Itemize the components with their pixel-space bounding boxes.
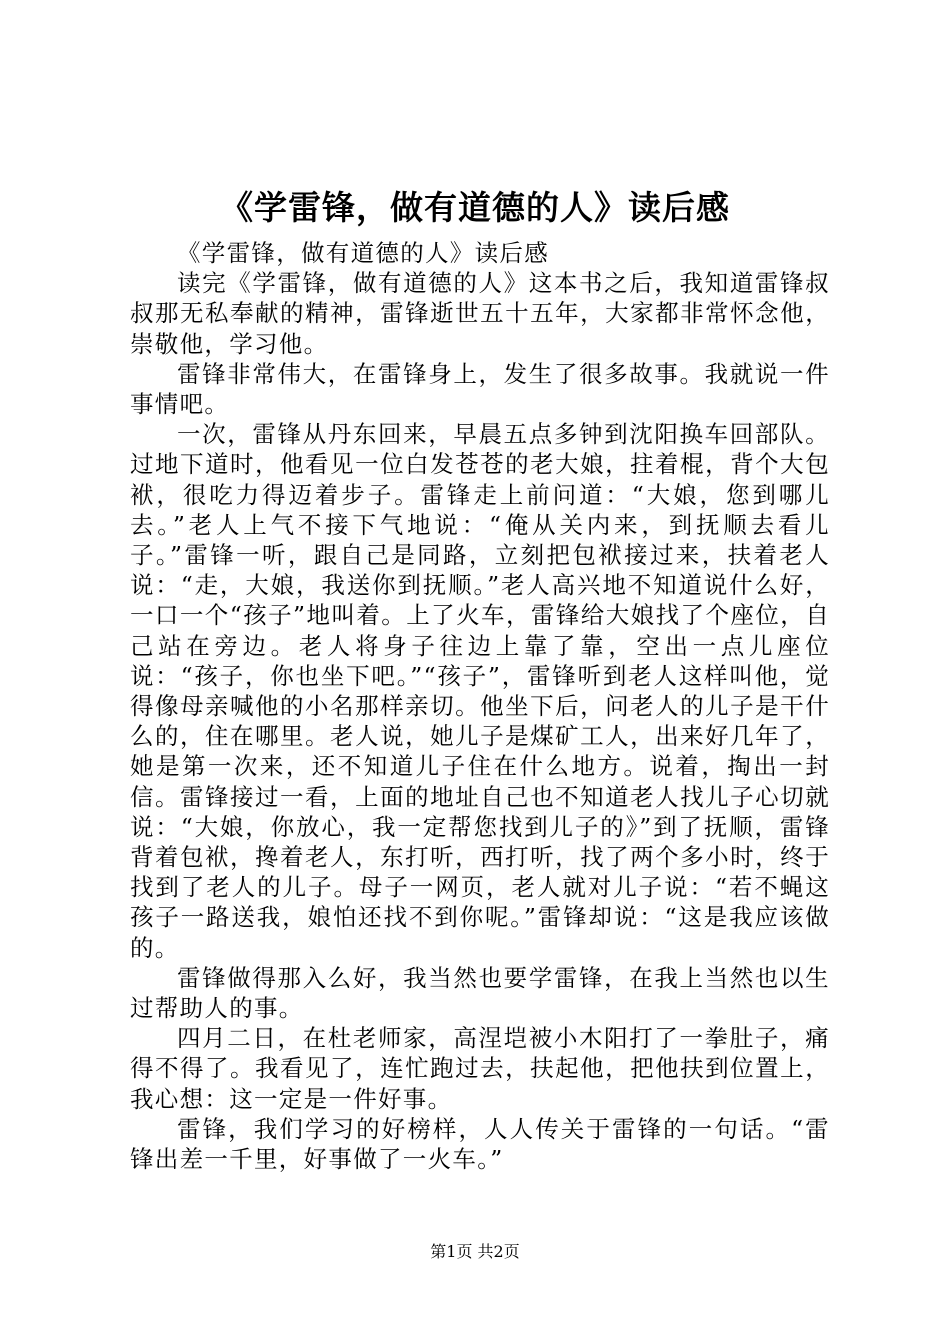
paragraph: 雷锋做得那入么好，我当然也要学雷锋，在我上当然也以生过帮助人的事。 bbox=[130, 963, 830, 1023]
paragraph: 雷锋非常伟大，在雷锋身上，发生了很多故事。我就说一件事情吧。 bbox=[130, 359, 830, 419]
paragraph: 一次，雷锋从丹东回来，早晨五点多钟到沈阳换车回部队。过地下道时，他看见一位白发苍苍的老大娘，拄着棍，背个大包袱，很吃力得迈着步子。雷锋走上前问道：“大娘，您到哪儿去。”老人上气不接下气地说：“俺从关内来，到抚顺去看儿子。”雷锋一听，跟自己是同路，立刻把包袱接过来，扶着老人说：“走，大娘，我送你到抚顺。”老人高兴地不知道说什么好，一口一个“孩子”地叫着。上了火车，雷锋给大娘找了个座位，自己站在旁边。老人将身子往边上靠了靠，空出一点儿座位说：“孩子，你也坐下吧。”“孩子”，雷锋听到老人这样叫他，觉得像母亲喊他的小名那样亲切。他坐下后，问老人的儿子是干什么的，住在哪里。老人说，她儿子是煤矿工人，出来好几年了，她是第一次来，还不知道儿子住在什么地方。说着，掏出一封信。雷锋接过一看，上面的地址自己也不知道老人找儿子心切就说：“大娘，你放心，我一定帮您找到儿子的》”到了抚顺，雷锋背着包袱，搀着老人，东打听，西打听，找了两个多小时，终于找到了老人的儿子。母子一网页，老人就对儿子说：“若不蝇这孩子一路送我，娘怕还找不到你呢。”雷锋却说：“这是我应该做的。 bbox=[130, 420, 830, 962]
paragraph: 读完《学雷锋，做有道德的人》这本书之后，我知道雷锋叔叔那无私奉献的精神，雷锋逝世五十五年，大家都非常怀念他，崇敬他，学习他。 bbox=[130, 269, 830, 358]
paragraph: 四月二日，在杜老师家，高涅垲被小木阳打了一拳肚子，痛得不得了。我看见了，连忙跑过去，扶起他，把他扶到位置上，我心想：这一定是一件好事。 bbox=[130, 1024, 830, 1113]
page-number: 第1页 共2页 bbox=[430, 1242, 520, 1261]
document-body bbox=[130, 238, 830, 1174]
paragraph-subtitle: 《学雷锋，做有道德的人》读后感 bbox=[177, 239, 549, 267]
paragraph: 雷锋，我们学习的好榜样，人人传关于雷锋的一句话。“雷锋出差一千里，好事做了一火车。” bbox=[130, 1114, 830, 1174]
document-title: 《学雷锋，做有道德的人》读后感 bbox=[220, 188, 730, 227]
